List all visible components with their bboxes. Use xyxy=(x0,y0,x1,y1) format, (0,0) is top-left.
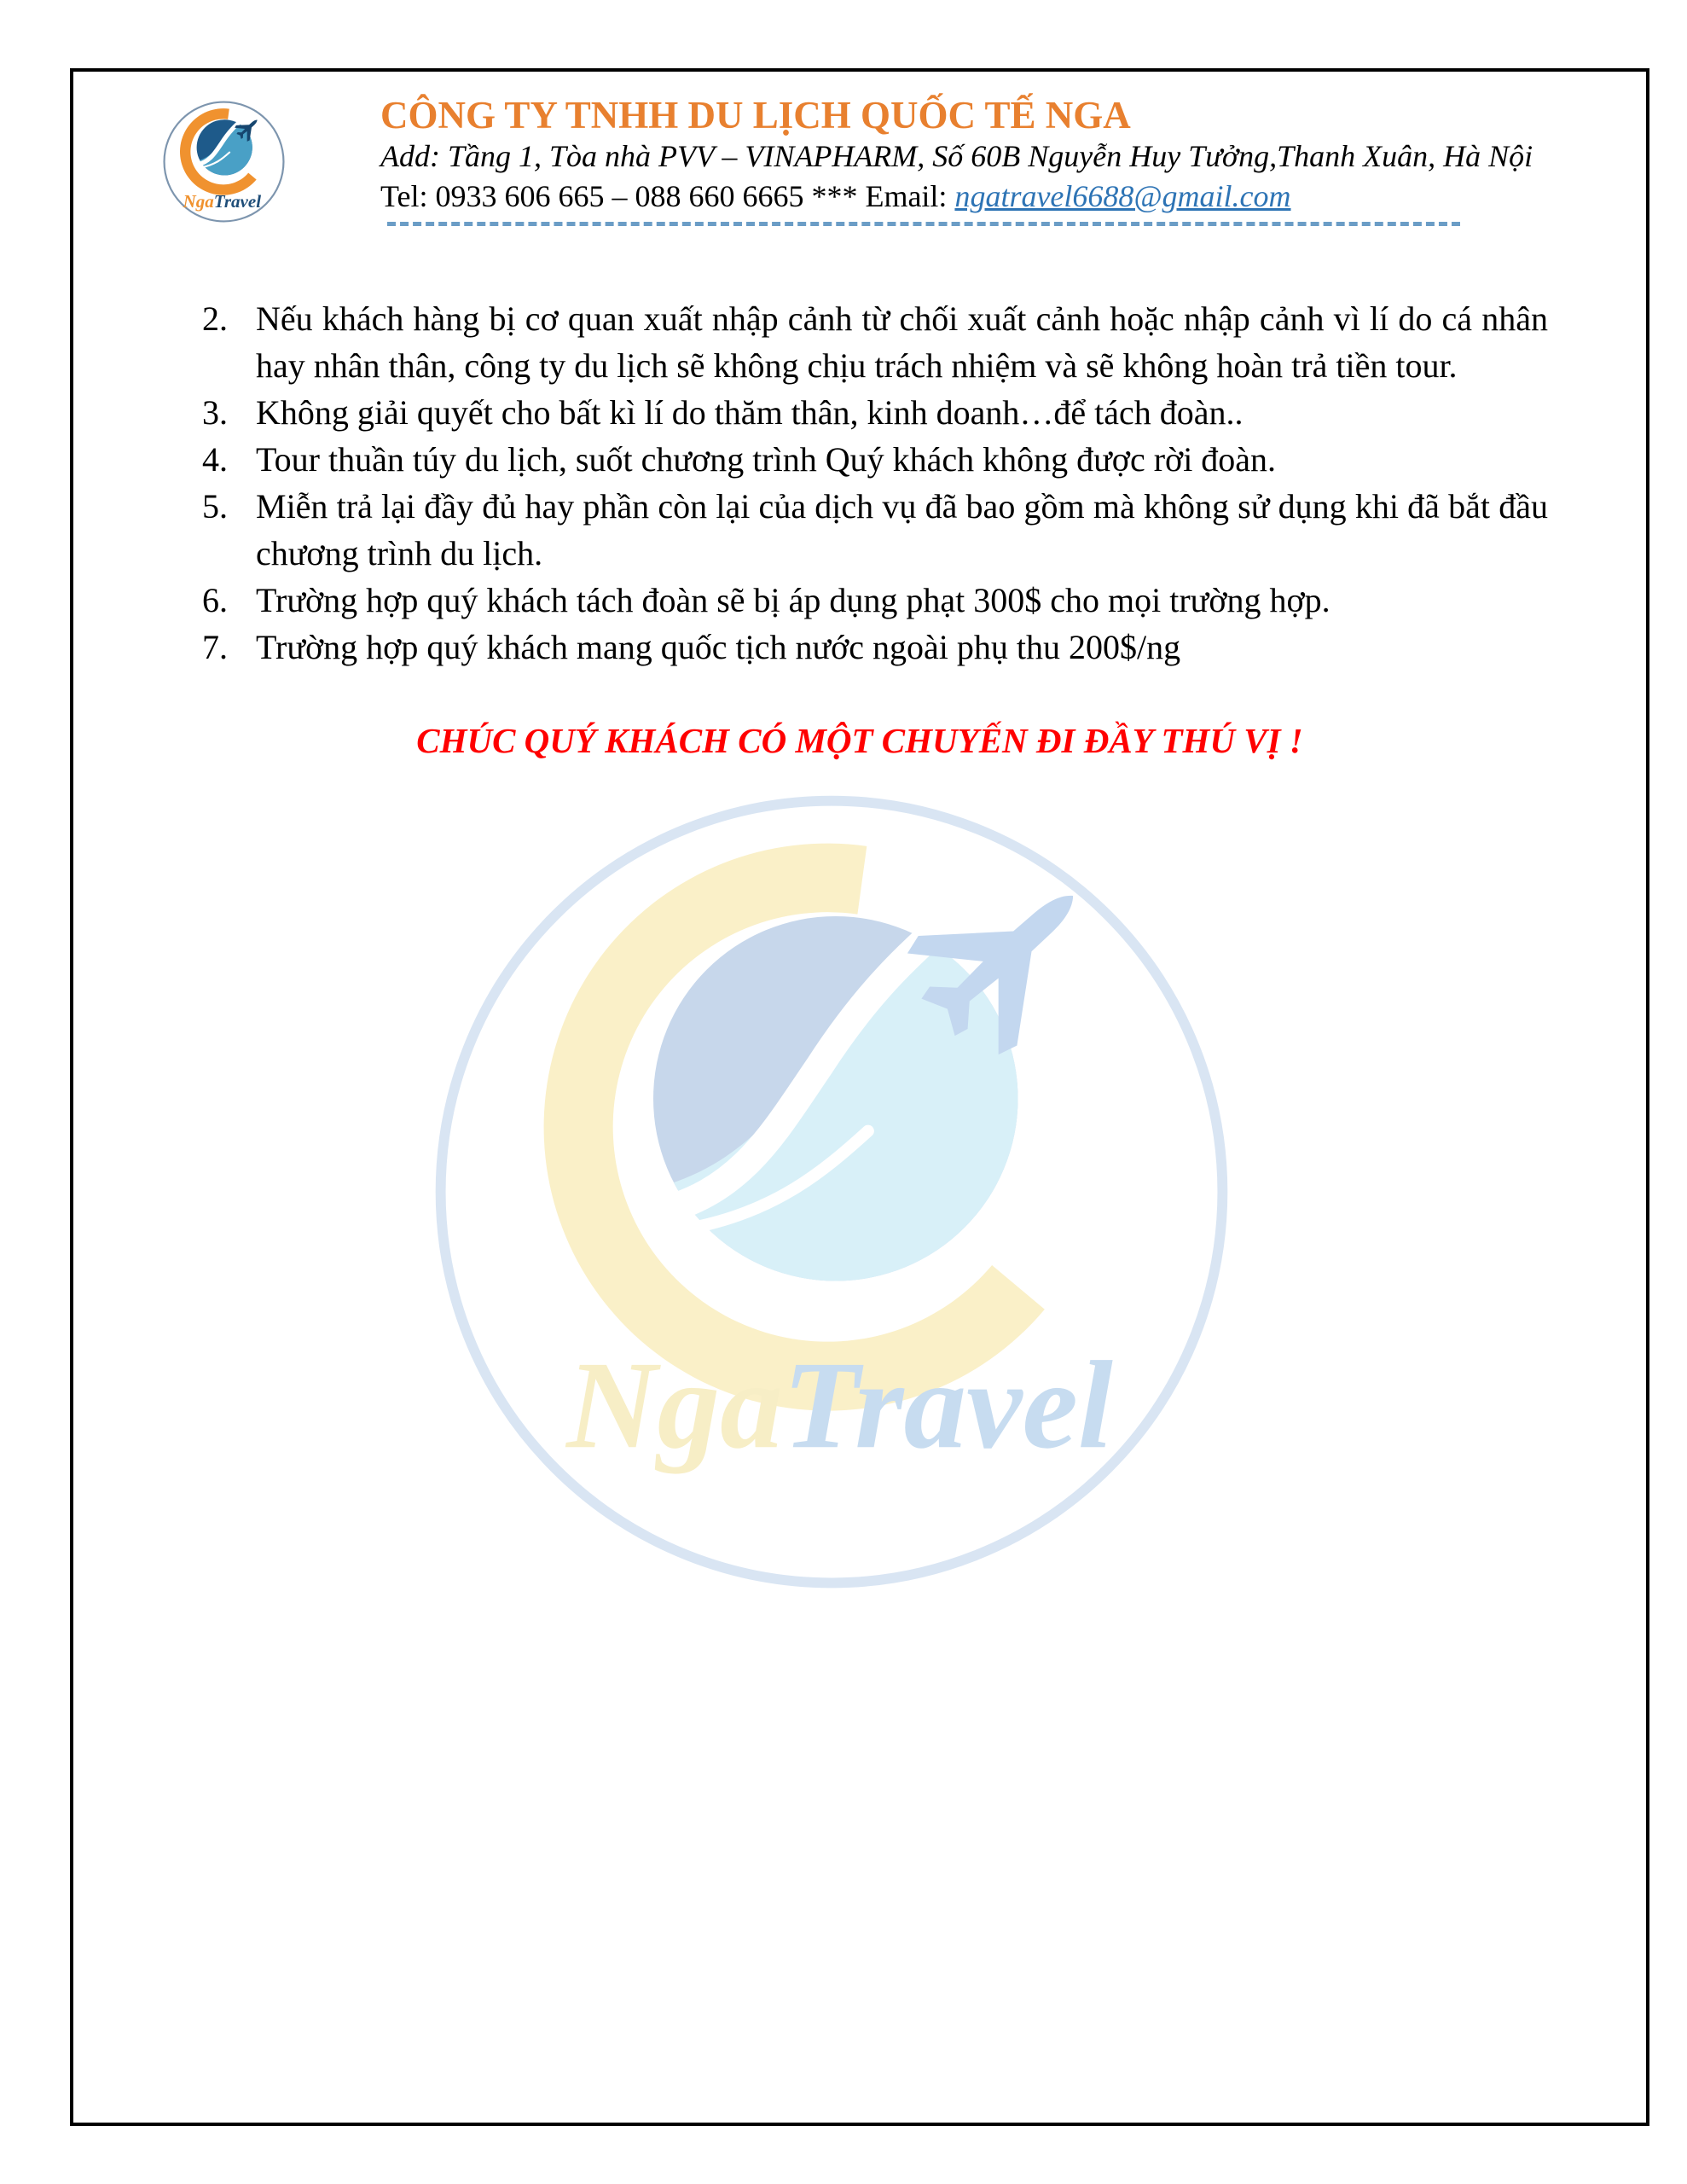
list-item-text: Trường hợp quý khách tách đoàn sẽ bị áp dụng phạt 300$ cho mọi trường hợp. xyxy=(256,581,1330,619)
email-link[interactable]: ngatravel6688@gmail.com xyxy=(954,179,1291,213)
list-item-number: 4. xyxy=(202,440,228,479)
list-item-number: 6. xyxy=(202,581,228,619)
list-item-text: Trường hợp quý khách mang quốc tịch nước ngoài phụ thu 200$/ng xyxy=(256,628,1181,666)
company-address: Add: Tầng 1, Tòa nhà PVV – VINAPHARM, Số 60B Nguyễn Huy Tưởng,Thanh Xuân, Hà Nội xyxy=(380,139,1533,173)
header xyxy=(380,94,1557,216)
logo-wordmark-travel: Travel xyxy=(213,191,262,212)
closing-wish-line: CHÚC QUÝ KHÁCH CÓ MỘT CHUYẾN ĐI ĐẦY THÚ VỊ ! xyxy=(416,721,1303,760)
terms-list xyxy=(202,295,1548,671)
watermark-wordmark-nga: Nga xyxy=(566,1335,783,1475)
list-item-text: Nếu khách hàng bị cơ quan xuất nhập cảnh từ chối xuất cảnh hoặc nhập cảnh vì lí do cá nhân hay nhân thân, công ty du lịch sẽ không chịu trách nhiệm và sẽ không hoàn trả tiền tour. xyxy=(256,299,1548,385)
logo-wordmark xyxy=(183,191,262,212)
company-contact-line xyxy=(380,177,1557,216)
header-divider xyxy=(387,222,1460,226)
watermark-logo xyxy=(426,787,1237,1597)
watermark-wordmark-travel: Travel xyxy=(782,1335,1113,1475)
list-item xyxy=(202,483,1548,577)
list-item-text: Miễn trả lại đầy đủ hay phần còn lại của dịch vụ đã bao gồm mà không sử dụng khi đã bắt đầu chương trình du lịch. xyxy=(256,487,1548,572)
list-item xyxy=(202,624,1548,671)
document-page xyxy=(70,68,1649,2126)
watermark-wordmark xyxy=(565,1335,1113,1474)
list-item xyxy=(202,295,1548,389)
company-name: CÔNG TY TNHH DU LỊCH QUỐC TẾ NGA xyxy=(380,94,1131,136)
list-item-number: 2. xyxy=(202,299,228,338)
list-item-number: 7. xyxy=(202,628,228,666)
company-logo xyxy=(162,100,286,224)
list-item-text: Tour thuần túy du lịch, suốt chương trình Quý khách không được rời đoàn. xyxy=(256,440,1277,479)
logo-wordmark-nga: Nga xyxy=(183,191,214,212)
list-item-number: 5. xyxy=(202,487,228,526)
list-item-number: 3. xyxy=(202,393,228,432)
tel-email-prefix: Tel: 0933 606 665 – 088 660 6665 *** Email: xyxy=(380,179,955,213)
list-item xyxy=(202,436,1548,483)
list-item-text: Không giải quyết cho bất kì lí do thăm thân, kinh doanh…để tách đoàn.. xyxy=(256,393,1244,432)
list-item xyxy=(202,389,1548,436)
list-item xyxy=(202,577,1548,624)
